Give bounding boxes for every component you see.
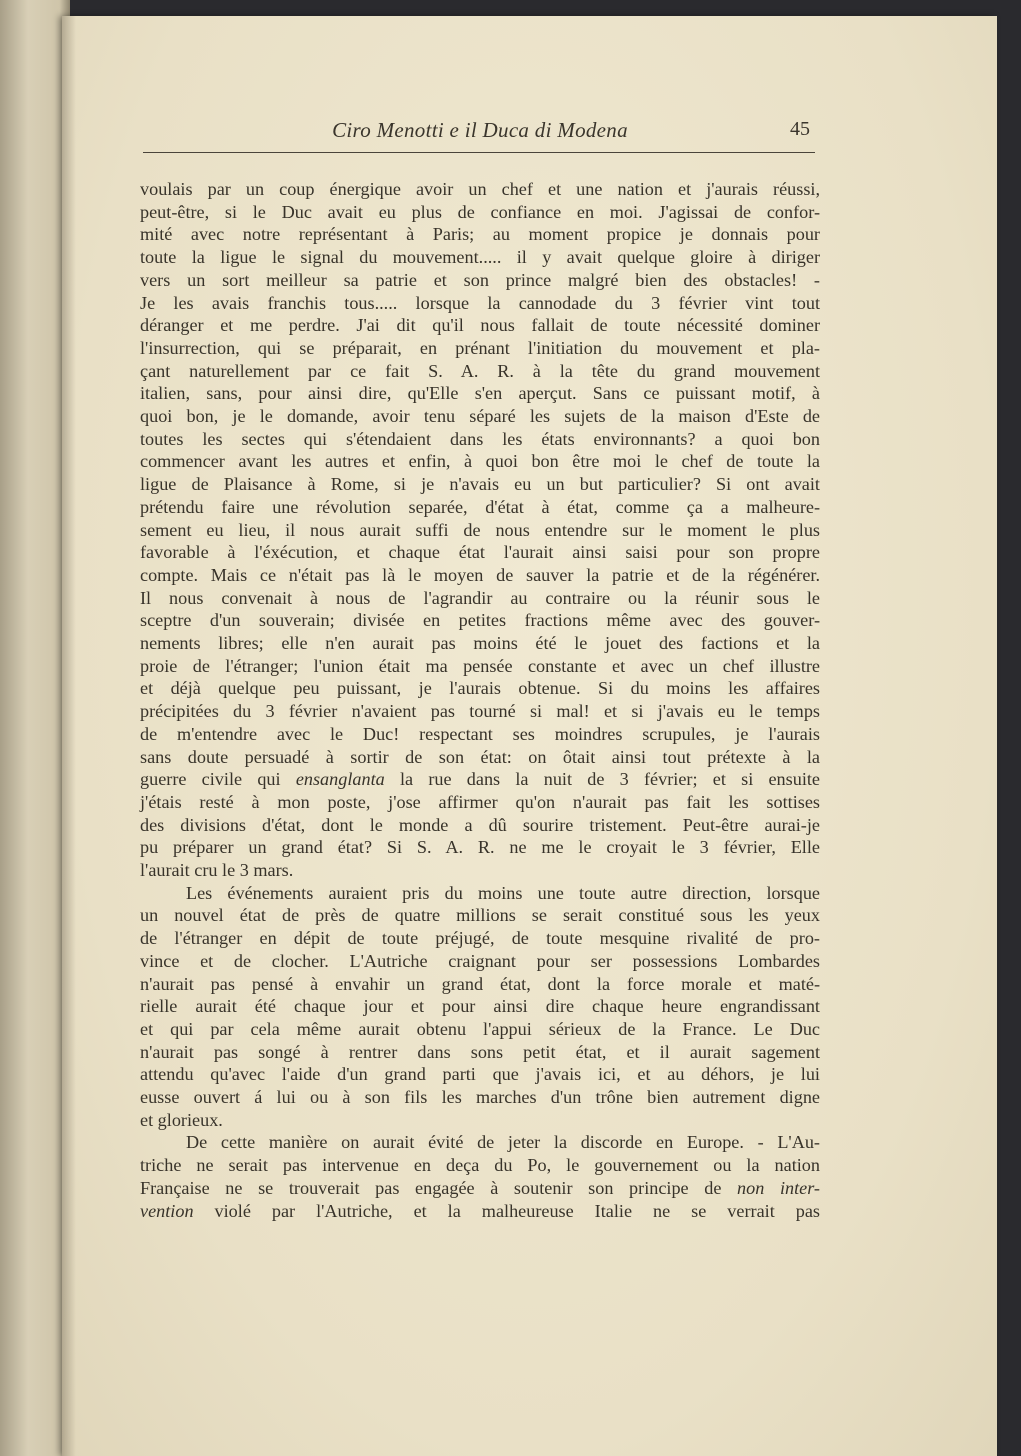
text-line (140, 632, 820, 654)
line-text: sement eu lieu, il nous aurait suffi de nous entendre sur le moment le plus (140, 519, 820, 540)
line-text: n'aurait pas songé à rentrer dans sons petit état, et il aurait sagement (140, 1041, 820, 1062)
line-text: Il nous convenait à nous de l'agrandir au contraire ou la réunir sous le (140, 587, 820, 608)
line-text: ligue de Plaisance à Rome, si je n'avais eu un but particulier? Si ont avait (140, 474, 820, 495)
line-text: proie de l'étranger; l'union était ma pensée constante et avec un chef illustre (140, 655, 820, 676)
line-text: Je les avais franchis tous..... lorsque la cannodade du 3 février vint tout (140, 292, 820, 313)
text-line (140, 1063, 820, 1085)
text-line (140, 768, 820, 790)
line-text: n'aurait pas pensé à envahir un grand état, dont la force morale et maté- (140, 973, 820, 994)
line-text: toute la ligue le signal du mouvement..... il y avait quelque gloire à diriger (140, 247, 820, 268)
text-line (140, 1041, 820, 1063)
italic-text: vention (140, 1200, 194, 1221)
line-text: pu préparer un grand état? Si S. A. R. ne me le croyait le 3 février, Elle (140, 837, 820, 858)
italic-text: non inter- (737, 1177, 820, 1198)
line-text: sans doute persuadé à sortir de son état: on ôtait ainsi tout prétexte à la (140, 746, 820, 767)
line-text: commencer avant les autres et enfin, à quoi bon être moi le chef de toute la (140, 451, 820, 472)
line-text: prétendu faire une révolution separée, d'état à état, comme ça a malheure- (140, 496, 820, 517)
text-line (140, 292, 820, 314)
text-line (140, 746, 820, 768)
text-line (140, 791, 820, 813)
line-text: vers un sort meilleur sa patrie et son prince malgré bien des obstacles! - (140, 269, 820, 290)
line-text: attendu qu'avec l'aide d'un grand parti que j'avais ici, et au déhors, je lui (140, 1064, 820, 1085)
text-line (140, 1200, 820, 1222)
line-text: triche ne serait pas intervenue en deça du Po, le gouvernement ou la nation (140, 1155, 820, 1176)
line-text: un nouvel état de près de quatre millions se serait constitué sous les yeux (140, 905, 820, 926)
page-number: 45 (790, 118, 810, 140)
header-rule (143, 152, 815, 153)
line-text: et glorieux. (140, 1109, 223, 1130)
line-text: italien, sans, pour ainsi dire, qu'Elle s'en aperçut. Sans ce puissant motif, à (140, 383, 820, 404)
text-line (140, 1177, 820, 1199)
text-line (140, 496, 820, 518)
line-text: favorable à l'éxécution, et chaque état l'aurait ainsi saisi pour son propre (140, 542, 820, 563)
text-line (140, 1086, 820, 1108)
line-text: vince et de clocher. L'Autriche craignant pour ser possessions Lombardes (140, 950, 820, 971)
text-line (140, 519, 820, 541)
text-line (140, 314, 820, 336)
text-line (140, 473, 820, 495)
page-gutter-shadow (62, 16, 76, 1456)
line-text: des divisions d'état, dont le monde a dû sourire tristement. Peut-être aurai-je (140, 814, 820, 835)
text-line (140, 700, 820, 722)
line-text: peut-être, si le Duc avait eu plus de confiance en moi. J'agissai de confor- (140, 201, 820, 222)
line-text: l'aurait cru le 3 mars. (140, 860, 294, 880)
text-line (140, 859, 820, 881)
text-line (140, 995, 820, 1017)
previous-page-edge (0, 0, 70, 1456)
text-line (140, 904, 820, 926)
line-text: nements libres; elle n'en aurait pas moins été le jouet des factions et la (140, 633, 820, 653)
line-text: précipitées du 3 février n'avaient pas tourné si mal! et si j'avais eu le temps (140, 701, 820, 722)
line-text: déranger et me perdre. J'ai dit qu'il nous fallait de toute nécessité dominer (140, 315, 820, 336)
line-text: rielle aurait été chaque jour et pour ainsi dire chaque heure engrandissant (140, 996, 820, 1017)
text-line (140, 269, 820, 291)
text-line (140, 587, 820, 609)
text-line (140, 814, 820, 836)
line-text: la rue dans la nuit de 3 février; et si ensuite (384, 769, 821, 790)
text-line (140, 360, 820, 382)
line-text: De cette manière on aurait évité de jeter la discorde en Europe. - L'Au- (186, 1132, 820, 1153)
text-line (140, 950, 820, 972)
text-line (140, 609, 820, 631)
line-text: sceptre d'un souverain; divisée en petites fractions même avec des gouver- (140, 610, 820, 631)
line-text: mité avec notre représentant à Paris; au moment propice je donnais pour (140, 224, 820, 245)
text-line (140, 677, 820, 699)
text-line (140, 178, 820, 200)
text-line (140, 450, 820, 472)
line-text: et qui par cela même aurait obtenu l'appui sérieux de la France. Le Duc (140, 1018, 820, 1039)
text-line (140, 337, 820, 359)
text-line (186, 1131, 820, 1153)
line-text: violé par l'Autriche, et la malheureuse Italie ne se verrait pas (193, 1200, 820, 1221)
text-line (140, 428, 820, 450)
line-text: Française ne se trouverait pas engagée à soutenir son principe de (140, 1177, 738, 1198)
italic-text: ensanglanta (295, 769, 385, 790)
line-text: eusse ouvert á lui ou à son fils les marches d'un trône bien autrement digne (140, 1087, 820, 1107)
text-line (140, 927, 820, 949)
line-text: Les événements auraient pris du moins une toute autre direction, lorsque (186, 882, 820, 903)
text-line (140, 382, 820, 404)
line-text: j'étais resté à mon poste, j'ose affirmer qu'on n'aurait pas fait les sottises (140, 791, 820, 812)
line-text: çant naturellement par ce fait S. A. R. à la tête du grand mouvement (140, 360, 820, 381)
line-text: quoi bon, je le domande, avoir tenu séparé les sujets de la maison d'Este de (140, 406, 820, 426)
line-text: l'insurrection, qui se préparait, en prénant l'initiation du mouvement et pla- (140, 337, 820, 358)
text-line (140, 223, 820, 245)
text-line (186, 882, 820, 904)
text-line (140, 564, 820, 586)
text-line (140, 405, 820, 427)
line-text: toutes les sectes qui s'étendaient dans les états environnants? a quoi bon (140, 428, 820, 449)
line-text: voulais par un coup énergique avoir un chef et une nation et j'aurais réussi, (140, 179, 820, 199)
running-title: Ciro Menotti e il Duca di Modena (332, 118, 628, 142)
text-line (140, 655, 820, 677)
text-line (140, 723, 820, 745)
text-line (140, 836, 820, 858)
text-line (140, 1018, 820, 1040)
line-text: de l'étranger en dépit de toute préjugé, de toute mesquine rivalité de pro- (140, 928, 820, 949)
text-line (140, 201, 820, 223)
text-line (140, 1154, 820, 1176)
line-text: de m'entendre avec le Duc! respectant ses moindres scrupules, je l'aurais (140, 723, 820, 744)
line-text: guerre civile qui (140, 769, 296, 790)
text-line (140, 973, 820, 995)
line-text: et déjà quelque peu puissant, je l'aurais obtenue. Si du moins les affaires (140, 678, 820, 699)
text-line (140, 1109, 820, 1131)
text-line (140, 246, 820, 268)
line-text: compte. Mais ce n'était pas là le moyen de sauver la patrie et de la régénérer. (140, 564, 820, 585)
text-line (140, 541, 820, 563)
